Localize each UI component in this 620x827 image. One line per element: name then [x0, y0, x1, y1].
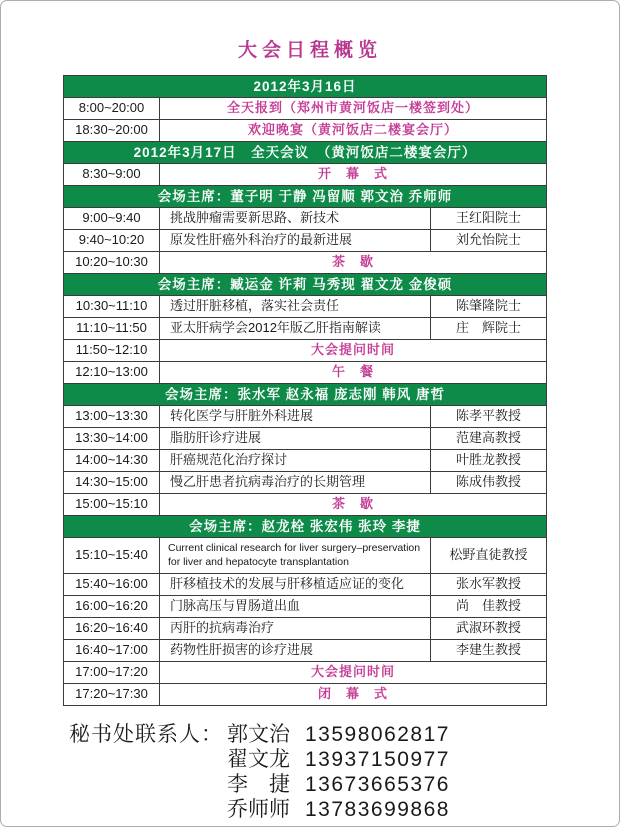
contact-name: 翟文龙: [227, 748, 290, 771]
speaker-cell: 刘允怡院士: [431, 230, 547, 252]
schedule-row: [64, 538, 547, 574]
chair-row: [64, 516, 547, 538]
time-cell: 11:50~12:10: [64, 340, 160, 362]
speaker-cell: 陈孝平教授: [431, 406, 547, 428]
speaker-cell: 陈成伟教授: [431, 472, 547, 494]
event-cell: 茶 歇: [160, 252, 547, 274]
session-chairs-cell: 会场主席：赵龙栓 张宏伟 张玲 李捷: [64, 516, 547, 538]
schedule-row: [64, 296, 547, 318]
time-cell: 10:20~10:30: [64, 252, 160, 274]
speaker-cell: 松野直徒教授: [431, 538, 547, 574]
contact-line: [69, 797, 619, 822]
talk-title-cell: 亚太肝病学会2012年版乙肝指南解读: [160, 318, 431, 340]
contact-name: 郭文治: [227, 723, 290, 746]
day-header-cell: 2012年3月16日: [64, 76, 547, 98]
talk-title-cell: 门脉高压与胃肠道出血: [160, 596, 431, 618]
schedule-row: [64, 252, 547, 274]
speaker-cell: 叶胜龙教授: [431, 450, 547, 472]
chair-row: [64, 274, 547, 296]
event-cell: 午 餐: [160, 362, 547, 384]
schedule-row: [64, 362, 547, 384]
event-cell: 开 幕 式: [160, 164, 547, 186]
time-cell: 9:40~10:20: [64, 230, 160, 252]
time-cell: 17:00~17:20: [64, 662, 160, 684]
contact-phone: 13937150977: [305, 748, 450, 771]
time-cell: 14:00~14:30: [64, 450, 160, 472]
contact-line: [69, 772, 619, 797]
time-cell: 15:00~15:10: [64, 494, 160, 516]
schedule-row: [64, 98, 547, 120]
time-cell: 13:00~13:30: [64, 406, 160, 428]
day-header-row: [64, 142, 547, 164]
schedule-row: [64, 230, 547, 252]
schedule-row: [64, 640, 547, 662]
time-cell: 17:20~17:30: [64, 684, 160, 706]
talk-title-cell: 透过肝脏移植，落实社会责任: [160, 296, 431, 318]
schedule-row: [64, 618, 547, 640]
time-cell: 16:40~17:00: [64, 640, 160, 662]
schedule-row: [64, 428, 547, 450]
contact-line: [69, 747, 619, 772]
talk-title-cell: 脂肪肝诊疗进展: [160, 428, 431, 450]
time-cell: 10:30~11:10: [64, 296, 160, 318]
schedule-row: [64, 208, 547, 230]
schedule-table-body: [64, 76, 547, 706]
speaker-cell: 张水军教授: [431, 574, 547, 596]
event-cell: 茶 歇: [160, 494, 547, 516]
page-title: 大会日程概览: [237, 40, 382, 61]
contact-line: [69, 722, 619, 747]
speaker-cell: 李建生教授: [431, 640, 547, 662]
time-cell: 13:30~14:00: [64, 428, 160, 450]
time-cell: 15:40~16:00: [64, 574, 160, 596]
speaker-cell: 王红阳院士: [431, 208, 547, 230]
chair-row: [64, 186, 547, 208]
schedule-row: [64, 662, 547, 684]
session-chairs-cell: 会场主席：臧运金 许莉 马秀现 翟文龙 金俊硕: [64, 274, 547, 296]
time-cell: 11:10~11:50: [64, 318, 160, 340]
talk-title-cell: 原发性肝癌外科治疗的最新进展: [160, 230, 431, 252]
talk-title-cell: 肝移植技术的发展与肝移植适应证的变化: [160, 574, 431, 596]
event-cell: 全天报到（郑州市黄河饭店一楼签到处）: [160, 98, 547, 120]
schedule-row: [64, 164, 547, 186]
speaker-cell: 范建高教授: [431, 428, 547, 450]
contact-phone: 13598062817: [305, 723, 450, 746]
schedule-row: [64, 318, 547, 340]
time-cell: 18:30~20:00: [64, 120, 160, 142]
contact-name: 李 捷: [227, 773, 290, 796]
time-cell: 15:10~15:40: [64, 538, 160, 574]
time-cell: 16:20~16:40: [64, 618, 160, 640]
contacts-label: 秘书处联系人：: [69, 723, 223, 746]
time-cell: 9:00~9:40: [64, 208, 160, 230]
schedule-row: [64, 340, 547, 362]
schedule-row: [64, 574, 547, 596]
schedule-row: [64, 406, 547, 428]
session-chairs-cell: 会场主席：董子明 于静 冯留顺 郭文治 乔师师: [64, 186, 547, 208]
talk-title-cell: 挑战肿瘤需要新思路、新技术: [160, 208, 431, 230]
time-cell: 8:00~20:00: [64, 98, 160, 120]
talk-title-cell: 丙肝的抗病毒治疗: [160, 618, 431, 640]
schedule-row: [64, 494, 547, 516]
event-cell: 大会提问时间: [160, 662, 547, 684]
contacts-list: [69, 722, 619, 822]
time-cell: 12:10~13:00: [64, 362, 160, 384]
talk-title-cell: Current clinical research for liver surgery–preservation for liver and hepatocyte transplantation: [160, 538, 431, 574]
event-cell: 欢迎晚宴（黄河饭店二楼宴会厅）: [160, 120, 547, 142]
speaker-cell: 武淑环教授: [431, 618, 547, 640]
contact-phone: 13673665376: [305, 773, 450, 796]
contact-name: 乔师师: [227, 798, 290, 821]
talk-title-cell: 慢乙肝患者抗病毒治疗的长期管理: [160, 472, 431, 494]
event-cell: 闭 幕 式: [160, 684, 547, 706]
chair-row: [64, 384, 547, 406]
schedule-row: [64, 120, 547, 142]
talk-title-cell: 药物性肝损害的诊疗进展: [160, 640, 431, 662]
schedule-row: [64, 450, 547, 472]
schedule-row: [64, 596, 547, 618]
speaker-cell: 陈肇隆院士: [431, 296, 547, 318]
day-header-row: [64, 76, 547, 98]
schedule-row: [64, 684, 547, 706]
session-chairs-cell: 会场主席：张水军 赵永福 庞志刚 韩风 唐哲: [64, 384, 547, 406]
day-header-cell: 2012年3月17日 全天会议 （黄河饭店二楼宴会厅）: [64, 142, 547, 164]
speaker-cell: 尚 佳教授: [431, 596, 547, 618]
time-cell: 8:30~9:00: [64, 164, 160, 186]
talk-title-cell: 转化医学与肝脏外科进展: [160, 406, 431, 428]
talk-title-cell: 肝癌规范化治疗探讨: [160, 450, 431, 472]
contacts-block: [69, 722, 619, 822]
speaker-cell: 庄 辉院士: [431, 318, 547, 340]
time-cell: 16:00~16:20: [64, 596, 160, 618]
contact-phone: 13783699868: [305, 798, 450, 821]
schedule-row: [64, 472, 547, 494]
schedule-table: [63, 75, 547, 706]
event-cell: 大会提问时间: [160, 340, 547, 362]
time-cell: 14:30~15:00: [64, 472, 160, 494]
